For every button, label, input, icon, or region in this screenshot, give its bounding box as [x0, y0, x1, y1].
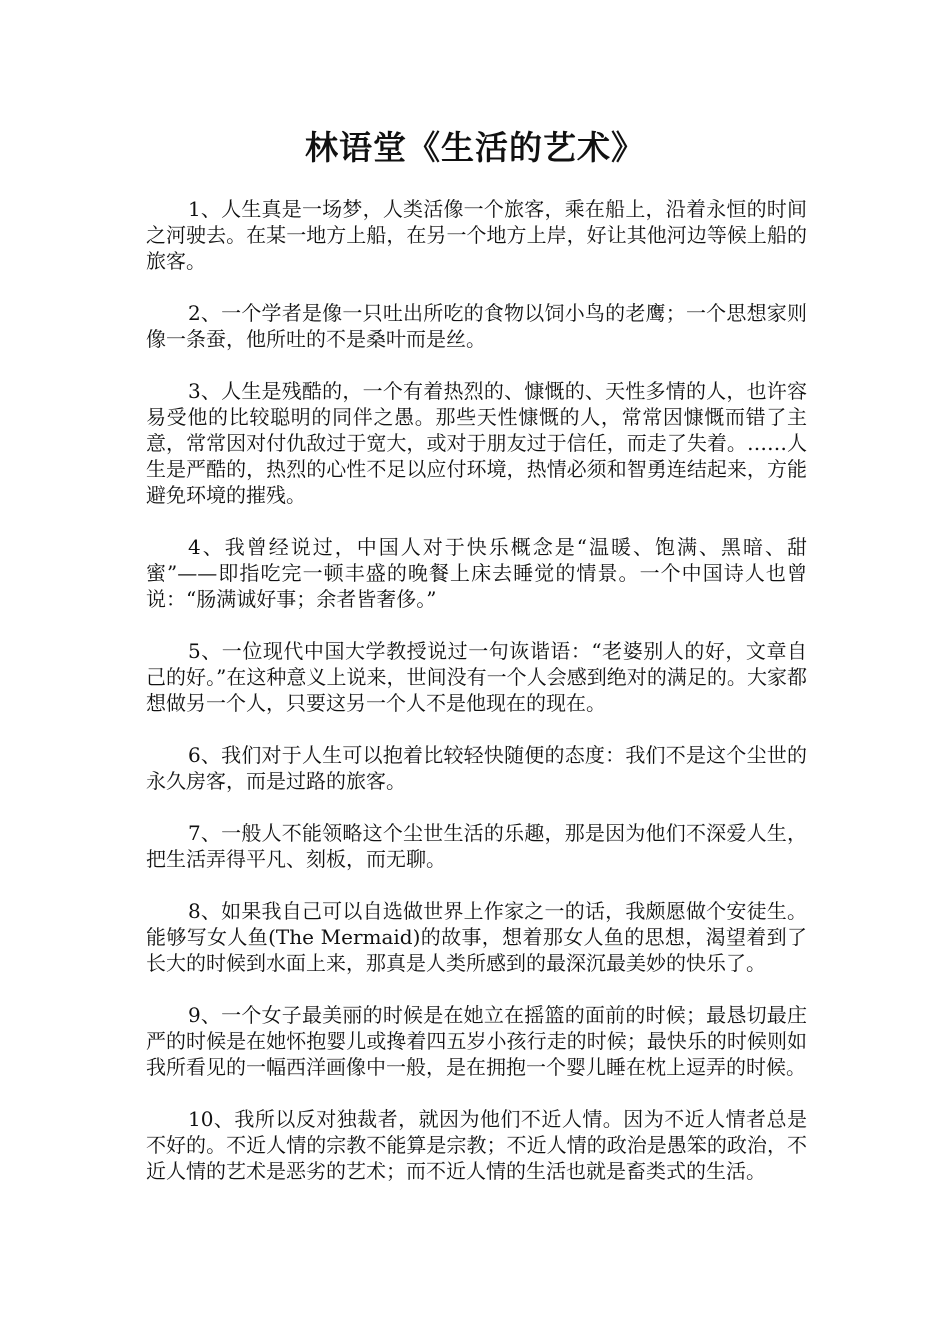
document-body	[146, 196, 807, 1210]
paragraph-9: 9、一个女子最美丽的时候是在她立在摇篮的面前的时候；最恳切最庄严的时候是在她怀抱婴儿或搀着四五岁小孩行走的时候；最快乐的时候则如我所看见的一幅西洋画像中一般，是在拥抱一个婴儿睡在枕上逗弄的时候。	[146, 1003, 807, 1079]
paragraph-5: 5、一位现代中国大学教授说过一句诙谐语：“老婆别人的好，文章自己的好。”在这种意义上说来，世间没有一个人会感到绝对的满足的。大家都想做另一个人，只要这另一个人不是他现在的现在。	[146, 639, 807, 715]
paragraph-10: 10、我所以反对独裁者，就因为他们不近人情。因为不近人情者总是不好的。不近人情的宗教不能算是宗教；不近人情的政治是愚笨的政治，不近人情的艺术是恶劣的艺术；而不近人情的生活也就是畜类式的生活。	[146, 1107, 807, 1183]
paragraph-6: 6、我们对于人生可以抱着比较轻快随便的态度：我们不是这个尘世的永久房客，而是过路的旅客。	[146, 743, 807, 793]
paragraph-7: 7、一般人不能领略这个尘世生活的乐趣，那是因为他们不深爱人生，把生活弄得平凡、刻板，而无聊。	[146, 821, 807, 871]
paragraph-4: 4、我曾经说过，中国人对于快乐概念是“温暖、饱满、黑暗、甜蜜”——即指吃完一顿丰盛的晚餐上床去睡觉的情景。一个中国诗人也曾说：“肠满诚好事；余者皆奢侈。”	[146, 535, 807, 611]
document-title: 林语堂《生活的艺术》	[305, 128, 645, 167]
paragraph-2: 2、一个学者是像一只吐出所吃的食物以饲小鸟的老鹰；一个思想家则像一条蚕，他所吐的不是桑叶而是丝。	[146, 301, 807, 351]
paragraph-3: 3、人生是残酷的，一个有着热烈的、慷慨的、天性多情的人，也许容易受他的比较聪明的同伴之愚。那些天性慷慨的人，常常因慷慨而错了主意，常常因对付仇敌过于宽大，或对于朋友过于信任，而走了失着。……人生是严酷的，热烈的心性不足以应付环境，热情必须和智勇连结起来，方能避免环境的摧残。	[146, 379, 807, 507]
paragraph-8: 8、如果我自己可以自选做世界上作家之一的话，我颇愿做个安徒生。能够写女人鱼(The Mermaid)的故事，想着那女人鱼的思想，渴望着到了长大的时候到水面上来，那真是人类所感到的最深沉最美妙的快乐了。	[146, 899, 807, 975]
paragraph-1: 1、人生真是一场梦，人类活像一个旅客，乘在船上，沿着永恒的时间之河驶去。在某一地方上船，在另一个地方上岸，好让其他河边等候上船的旅客。	[146, 197, 807, 273]
